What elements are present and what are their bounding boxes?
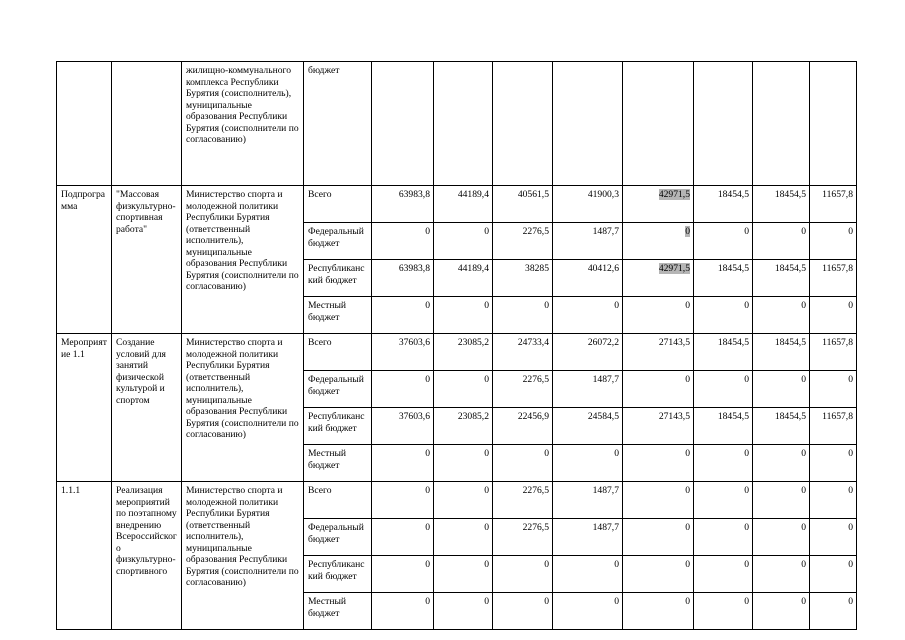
value-cell [553,62,623,186]
value-text: 63983,8 [398,263,430,274]
value-text: 0 [425,448,430,459]
value-text: 26072,2 [587,337,619,348]
value-text: 0 [744,300,749,311]
value-cell [623,334,694,371]
value-text: 40412,6 [587,263,619,274]
source-cell: Федеральный бюджет [304,371,372,408]
value-text: 0 [848,485,853,496]
value-cell [753,334,810,371]
source-cell: Всего [304,334,372,371]
value-cell [753,223,810,260]
value-cell [553,408,623,445]
value-text: 0 [614,448,619,459]
value-cell [372,408,434,445]
value-cell [753,186,810,223]
status-cell: Мероприятие 1.1 [57,334,112,482]
value-text: 18454,5 [774,337,806,348]
value-text: 0 [848,522,853,533]
value-cell [553,297,623,334]
value-cell [434,482,493,519]
value-cell [434,62,493,186]
value-text: 11657,8 [822,189,853,200]
value-cell [810,445,857,482]
value-text: 0 [848,596,853,607]
value-cell [493,297,553,334]
value-cell [623,186,694,223]
name-cell: Реализация мероприятий по поэтапному внедрению Всероссийского физкультурно-спортивного [112,482,182,630]
value-text: 2276,5 [522,226,549,237]
name-cell: Создание условий для занятий физической культурой и спортом [112,334,182,482]
value-text: 23085,2 [457,337,489,348]
responsible-cell: жилищно-коммунального комплекса Республики Бурятия (соисполнитель), муниципальные образования Республики Бурятия (соисполнители по согласованию) [182,62,304,186]
value-text: 0 [484,300,489,311]
value-text: 1487,7 [592,485,619,496]
budget-table [56,61,857,630]
value-cell [493,593,553,630]
value-cell [434,334,493,371]
value-cell [493,334,553,371]
value-text: 18454,5 [717,263,749,274]
value-text: 0 [685,300,690,311]
value-text: 0 [744,374,749,385]
value-text: 0 [614,596,619,607]
value-cell [753,445,810,482]
value-cell [753,482,810,519]
value-text: 0 [848,448,853,459]
value-cell [623,445,694,482]
value-cell [372,223,434,260]
value-cell [372,519,434,556]
value-text: 0 [685,596,690,607]
value-text: 0 [801,374,806,385]
value-text: 0 [484,226,489,237]
value-cell [753,62,810,186]
value-cell [493,260,553,297]
value-text: 38285 [525,263,549,274]
value-cell [810,482,857,519]
value-cell [493,445,553,482]
value-text: 0 [484,374,489,385]
value-cell [694,519,753,556]
value-cell [372,260,434,297]
value-text: 37603,6 [398,411,430,422]
responsible-cell: Министерство спорта и молодежной политики Республики Бурятия (ответственный исполнитель), муниципальные образования Республики Бурятия (соисполнители по согласованию) [182,186,304,334]
value-cell [810,556,857,593]
table-row [57,186,857,223]
value-cell [372,297,434,334]
value-text: 2276,5 [522,522,549,533]
value-cell [694,334,753,371]
value-cell [493,519,553,556]
value-cell [372,371,434,408]
value-text: 0 [801,448,806,459]
value-cell [553,482,623,519]
value-text: 18454,5 [774,189,806,200]
value-text: 0 [848,300,853,311]
value-cell [553,445,623,482]
value-cell [434,445,493,482]
value-cell [810,519,857,556]
value-cell [694,408,753,445]
name-cell [112,62,182,186]
value-cell [694,556,753,593]
value-text: 0 [614,559,619,570]
value-text: 0 [801,596,806,607]
value-cell [810,334,857,371]
value-cell [623,556,694,593]
value-text: 1487,7 [592,226,619,237]
value-cell [694,445,753,482]
value-cell [694,482,753,519]
value-text: 44189,4 [457,263,489,274]
value-text: 0 [425,559,430,570]
value-cell [372,334,434,371]
value-text: 0 [484,485,489,496]
value-text: 0 [801,485,806,496]
status-cell [57,62,112,186]
value-text: 2276,5 [522,485,549,496]
value-text: 37603,6 [398,337,430,348]
value-cell [553,519,623,556]
value-text: 11657,8 [822,411,853,422]
value-text: 23085,2 [457,411,489,422]
value-cell [694,371,753,408]
value-cell [434,556,493,593]
value-text: 42971,5 [658,189,690,200]
value-text: 41900,3 [587,189,619,200]
value-cell [694,223,753,260]
value-cell [493,482,553,519]
value-text: 42971,5 [658,263,690,274]
value-text: 2276,5 [522,374,549,385]
value-cell [694,260,753,297]
value-cell [694,593,753,630]
value-cell [493,556,553,593]
value-text: 44189,4 [457,189,489,200]
value-text: 0 [744,559,749,570]
value-text: 0 [685,522,690,533]
value-cell [553,260,623,297]
value-cell [623,371,694,408]
value-text: 0 [848,374,853,385]
value-text: 0 [544,448,549,459]
source-cell: Местный бюджет [304,593,372,630]
source-cell: Местный бюджет [304,445,372,482]
value-text: 27143,5 [658,411,690,422]
value-cell [434,408,493,445]
value-cell [623,482,694,519]
value-cell [372,556,434,593]
status-cell: 1.1.1 [57,482,112,630]
value-cell [810,223,857,260]
value-text: 1487,7 [592,522,619,533]
value-text: 40561,5 [517,189,549,200]
value-text: 0 [685,448,690,459]
value-text: 0 [425,300,430,311]
value-cell [623,593,694,630]
value-cell [493,408,553,445]
value-cell [372,593,434,630]
value-text: 0 [744,596,749,607]
value-cell [553,371,623,408]
value-text: 0 [685,374,690,385]
value-text: 0 [685,226,690,237]
value-cell [372,62,434,186]
value-cell [753,297,810,334]
name-cell: "Массовая физкультурно-спортивная работа" [112,186,182,334]
value-cell [623,408,694,445]
value-cell [810,371,857,408]
value-text: 0 [544,300,549,311]
value-cell [753,593,810,630]
value-text: 0 [744,448,749,459]
source-cell: Всего [304,482,372,519]
value-text: 63983,8 [398,189,430,200]
value-cell [372,445,434,482]
value-cell [623,519,694,556]
value-text: 0 [744,226,749,237]
value-cell [623,223,694,260]
value-text: 0 [425,485,430,496]
source-cell: Федеральный бюджет [304,223,372,260]
value-text: 24733,4 [517,337,549,348]
value-text: 0 [425,226,430,237]
value-text: 0 [484,522,489,533]
value-cell [810,62,857,186]
value-text: 1487,7 [592,374,619,385]
value-text: 11657,8 [822,263,853,274]
value-text: 0 [685,485,690,496]
value-text: 0 [425,596,430,607]
value-cell [434,223,493,260]
value-text: 0 [614,300,619,311]
source-cell: бюджет [304,62,372,186]
value-cell [434,260,493,297]
value-text: 0 [801,522,806,533]
source-cell: Республиканский бюджет [304,556,372,593]
value-cell [694,186,753,223]
value-text: 0 [544,596,549,607]
status-cell: Подпрограмма [57,186,112,334]
value-text: 22456,9 [517,411,549,422]
source-cell: Республиканский бюджет [304,260,372,297]
value-cell [553,556,623,593]
value-text: 0 [801,559,806,570]
source-cell: Местный бюджет [304,297,372,334]
value-text: 0 [801,300,806,311]
table-row [57,482,857,519]
document-page [56,61,856,630]
value-text: 27143,5 [658,337,690,348]
value-text: 11657,8 [822,337,853,348]
value-text: 18454,5 [717,337,749,348]
source-cell: Республиканский бюджет [304,408,372,445]
value-text: 18454,5 [774,411,806,422]
responsible-cell: Министерство спорта и молодежной политики Республики Бурятия (ответственный исполнитель), муниципальные образования Республики Бурятия (соисполнители по согласованию) [182,334,304,482]
value-cell [553,334,623,371]
value-cell [753,371,810,408]
value-text: 0 [848,559,853,570]
responsible-cell: Министерство спорта и молодежной политики Республики Бурятия (ответственный исполнитель), муниципальные образования Республики Бурятия (соисполнители по согласованию) [182,482,304,630]
value-cell [623,62,694,186]
value-cell [553,593,623,630]
value-text: 0 [484,596,489,607]
value-text: 0 [484,559,489,570]
value-text: 0 [544,559,549,570]
value-cell [694,62,753,186]
value-cell [493,186,553,223]
value-cell [434,186,493,223]
value-text: 0 [848,226,853,237]
value-cell [753,260,810,297]
value-cell [493,62,553,186]
source-cell: Всего [304,186,372,223]
value-cell [810,297,857,334]
value-cell [493,371,553,408]
value-cell [810,260,857,297]
value-cell [810,408,857,445]
value-cell [623,260,694,297]
value-text: 24584,5 [587,411,619,422]
value-text: 0 [801,226,806,237]
table-row [57,62,857,186]
value-cell [434,297,493,334]
value-cell [694,297,753,334]
value-text: 0 [685,559,690,570]
value-cell [623,297,694,334]
value-cell [493,223,553,260]
value-cell [434,371,493,408]
value-cell [753,519,810,556]
value-cell [553,186,623,223]
value-cell [372,186,434,223]
value-cell [753,408,810,445]
value-text: 0 [744,485,749,496]
value-cell [753,556,810,593]
value-text: 18454,5 [717,411,749,422]
value-cell [434,593,493,630]
value-cell [434,519,493,556]
value-text: 18454,5 [774,263,806,274]
source-cell: Федеральный бюджет [304,519,372,556]
value-cell [810,593,857,630]
table-row [57,334,857,371]
value-cell [810,186,857,223]
value-text: 0 [425,522,430,533]
value-text: 18454,5 [717,189,749,200]
value-text: 0 [425,374,430,385]
value-cell [372,482,434,519]
value-text: 0 [744,522,749,533]
value-text: 0 [484,448,489,459]
value-cell [553,223,623,260]
